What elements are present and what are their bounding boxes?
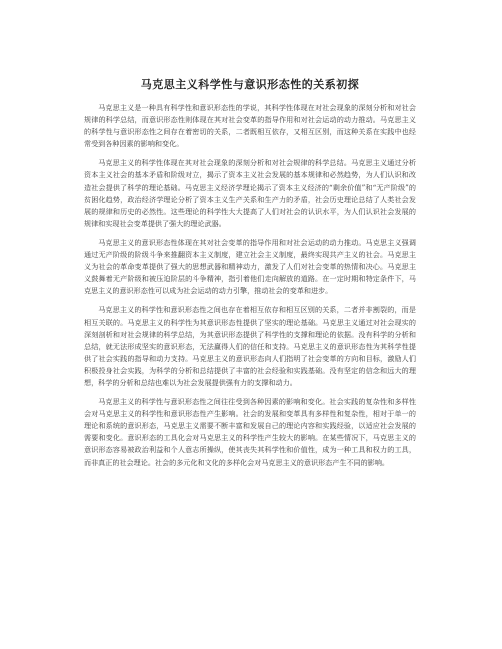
paragraph-5: 马克思主义的科学性与意识形态性之间往往受到各种因素的影响和变化。社会实践的复杂性和多样性会对马克思主义的科学性和意识形态性产生影响。社会的发展和变革具有多样性和复杂性，相对于单一的理论和系统的意识形态，马克思主义需要不断丰富和发展自己的理论内容和实践经验，以适应社会发展的需要和变化。意识形态的工具化会对马克思主义的科学性产生较大的影响。在某些情况下，马克思主义的意识形态容易被政治利益和个人意志所操纵，使其丧失其科学性和价值性，成为一种工具和权力的工具，而非真正的社会理论。社会的多元化和文化的多样化会对马克思主义的意识形态产生不同的影响。 xyxy=(84,397,416,467)
document-title: 马克思主义科学性与意识形态性的关系初探 xyxy=(140,78,360,91)
paragraph-3: 马克思主义的意识形态性体现在其对社会变革的指导作用和对社会运动的动力推动。马克思主义强调通过无产阶级的阶级斗争来推翻资本主义制度，建立社会主义制度，最终实现共产主义的社会。马克思主义为社会的革命变革提供了强大的思想武器和精神动力，激发了人们对社会变革的热情和决心。马克思主义鼓舞着无产阶级和被压迫阶层的斗争精神，指引着他们走向解放的道路。在一定时期和特定条件下，马克思主义的意识形态性可以成为社会运动的动力引擎，推动社会的变革和进步。 xyxy=(84,237,416,296)
paragraph-4: 马克思主义的科学性和意识形态性之间也存在着相互依存和相互区别的关系，二者并非割裂的，而是相互关联的。马克思主义的科学性为其意识形态性提供了坚实的理论基础。马克思主义通过对社会现实的深刻剖析和对社会规律的科学总结，为其意识形态提供了科学性的支撑和理论的依据。没有科学的分析和总结，就无法形成坚实的意识形态，无法赢得人们的信任和支持。马克思主义的意识形态性为其科学性提供了社会实践的指导和动力支持。马克思主义的意识形态向人们指明了社会变革的方向和目标，激励人们积极投身社会实践，为科学的分析和总结提供了丰富的社会经验和实践基础。没有坚定的信念和远大的理想，科学的分析和总结也难以为社会发展提供强有力的支撑和动力。 xyxy=(84,305,416,387)
paragraph-1: 马克思主义是一种具有科学性和意识形态性的学说，其科学性体现在对社会现象的深刻分析和对社会规律的科学总结，而意识形态性则体现在其对社会变革的指导作用和对社会运动的动力推动。马克思主义的科学性与意识形态性之间存在着密切的关系，二者既相互依存，又相互区别，而这种关系在实践中也经常受到各种因素的影响和变化。 xyxy=(84,103,416,149)
paragraph-2: 马克思主义的科学性体现在其对社会现象的深刻分析和对社会规律的科学总结。马克思主义通过分析资本主义社会的基本矛盾和阶级对立，揭示了资本主义社会发展的基本规律和必然趋势，为人们认识和改造社会提供了科学的理论基础。马克思主义经济学理论揭示了资本主义经济的“剩余价值”和“无产阶级”的贫困化趋势，政治经济学理论分析了资本主义生产关系和生产力的矛盾，社会历史理论总结了人类社会发展的规律和历史的必然性。这些理论的科学性大大提高了人们对社会的认识水平，为人们认识社会发展的规律和实现社会变革提供了强大的理论武器。 xyxy=(84,158,416,228)
